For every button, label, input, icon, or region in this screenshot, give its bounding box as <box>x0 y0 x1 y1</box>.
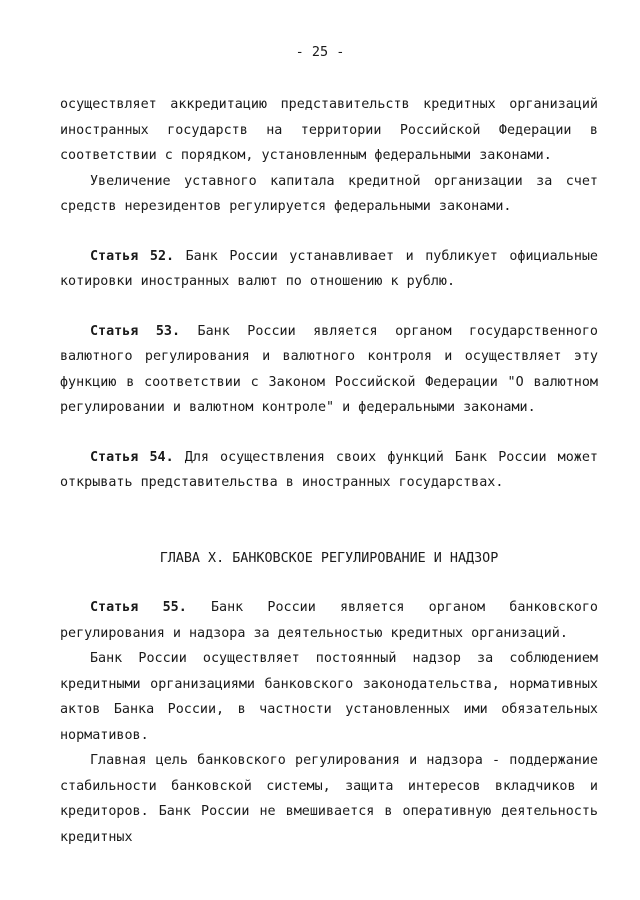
article-52-text: Банк России устанавливает и публикует официальные котировки иностранных валют по отношению к рублю. <box>60 248 598 289</box>
paragraph-main-goal: Главная цель банковского регулирования и надзора - поддержание стабильности банковской системы, защита интересов вкладчиков и кредиторов. Банк России не вмешивается в оперативную деятельность кредитных <box>60 753 598 845</box>
article-55 <box>60 595 598 646</box>
article-54-text: Для осуществления своих функций Банк России может открывать представительства в иностранных государствах. <box>60 449 598 490</box>
article-54-label: Статья 54. <box>90 449 174 465</box>
article-54 <box>60 445 598 496</box>
article-53-label: Статья 53. <box>90 323 181 339</box>
document-body <box>60 92 598 850</box>
article-52-label: Статья 52. <box>90 248 175 264</box>
chapter-title: ГЛАВА X. БАНКОВСКОЕ РЕГУЛИРОВАНИЕ И НАДЗОР <box>159 550 499 566</box>
paragraph-capital-increase: Увеличение уставного капитала кредитной организации за счет средств нерезидентов регулируется федеральными законами. <box>60 173 598 214</box>
article-53-text: Банк России является органом государственного валютного регулирования и валютного контроля и осуществляет эту функцию в соответствии с Законом Российской Федерации "О валютном регулировании и валютном контроле" и федеральными законами. <box>60 323 598 415</box>
article-55-label: Статья 55. <box>90 600 187 615</box>
article-52 <box>60 244 598 295</box>
paragraph-supervision: Банк России осуществляет постоянный надзор за соблюдением кредитными организациями банковского законодательства, нормативных актов Банка России, в частности установленных ими обязательных нормативов. <box>60 651 598 743</box>
article-53 <box>60 319 598 421</box>
paragraph-continuation: осуществляет аккредитацию представительств кредитных организаций иностранных государств на территории Российской Федерации в соответствии с порядком, установленным федеральными законами. <box>60 97 598 163</box>
article-55-text: Банк России является органом банковского регулирования и надзора за деятельностью кредитных организаций. <box>60 600 598 641</box>
page-number: - 25 - <box>295 44 345 60</box>
